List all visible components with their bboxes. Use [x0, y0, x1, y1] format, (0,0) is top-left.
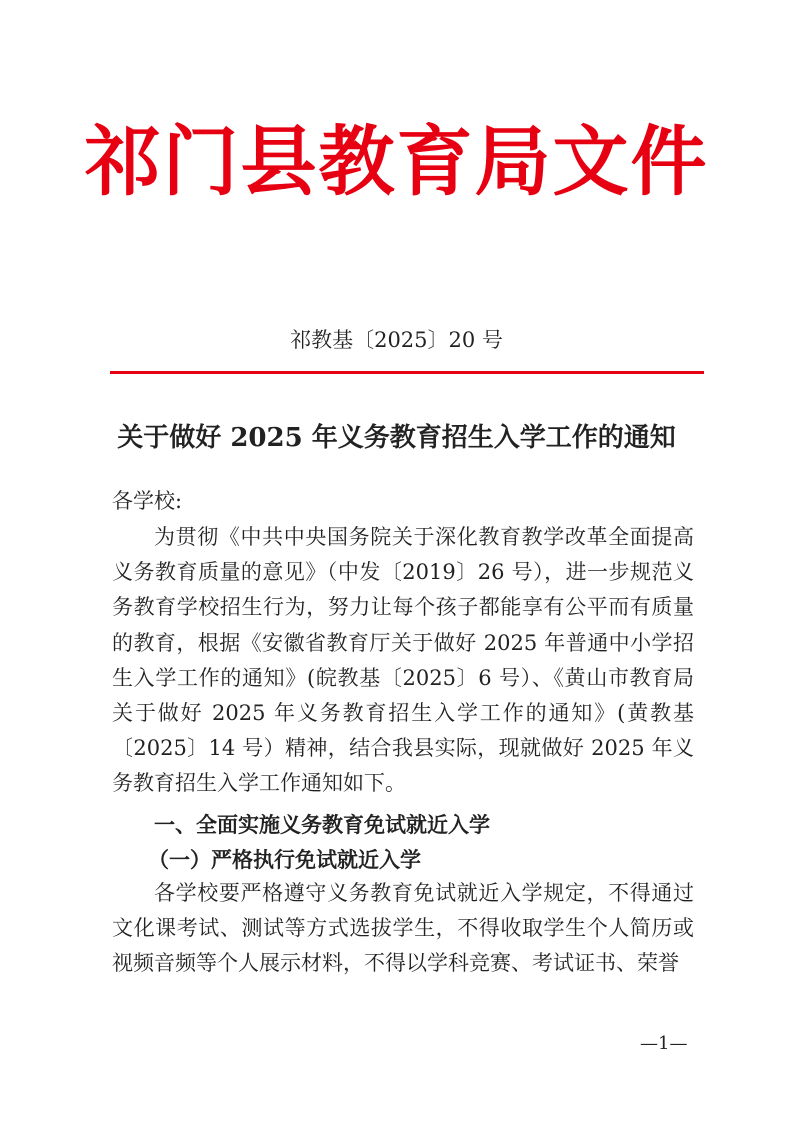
document-number: 祁教基〔2025〕20 号 [290, 328, 503, 352]
salutation: 各学校: [112, 489, 183, 513]
red-separator-line [110, 371, 704, 374]
page-number: —1— [640, 1033, 688, 1054]
intro-paragraph: 为贯彻《中共中央国务院关于深化教育教学改革全面提高义务教育质量的意见》（中发〔2019〕26 号），进一步规范义务教育学校招生行为，努力让每个孩子都能享有公平而有质量的教育，根据《安徽省教育厅关于做好 2025 年普通中小学招生入学工作的通知》(皖教基〔2025〕6 号）、《黄山市教育局关于做好 2025 年义务教育招生入学工作的通知》(黄教基〔2025〕14 号）精神，结合我县实际，现就做好 2025 年义务教育招生入学工作通知如下。 [112, 525, 694, 796]
section-heading: 一、全面实施义务教育免试就近入学 [154, 813, 490, 837]
notice-title: 关于做好 2025 年义务教育招生入学工作的通知 [117, 423, 676, 453]
subsection-heading: （一）严格执行免试就近入学 [148, 847, 421, 872]
document-header-title: 祁门县教育局文件 [84, 117, 709, 206]
body-paragraph: 各学校要严格遵守义务教育免试就近入学规定，不得通过文化课考试、测试等方式选拔学生，不得收取学生个人简历或视频音频等个人展示材料，不得以学科竞赛、考试证书、荣誉 [112, 881, 694, 976]
